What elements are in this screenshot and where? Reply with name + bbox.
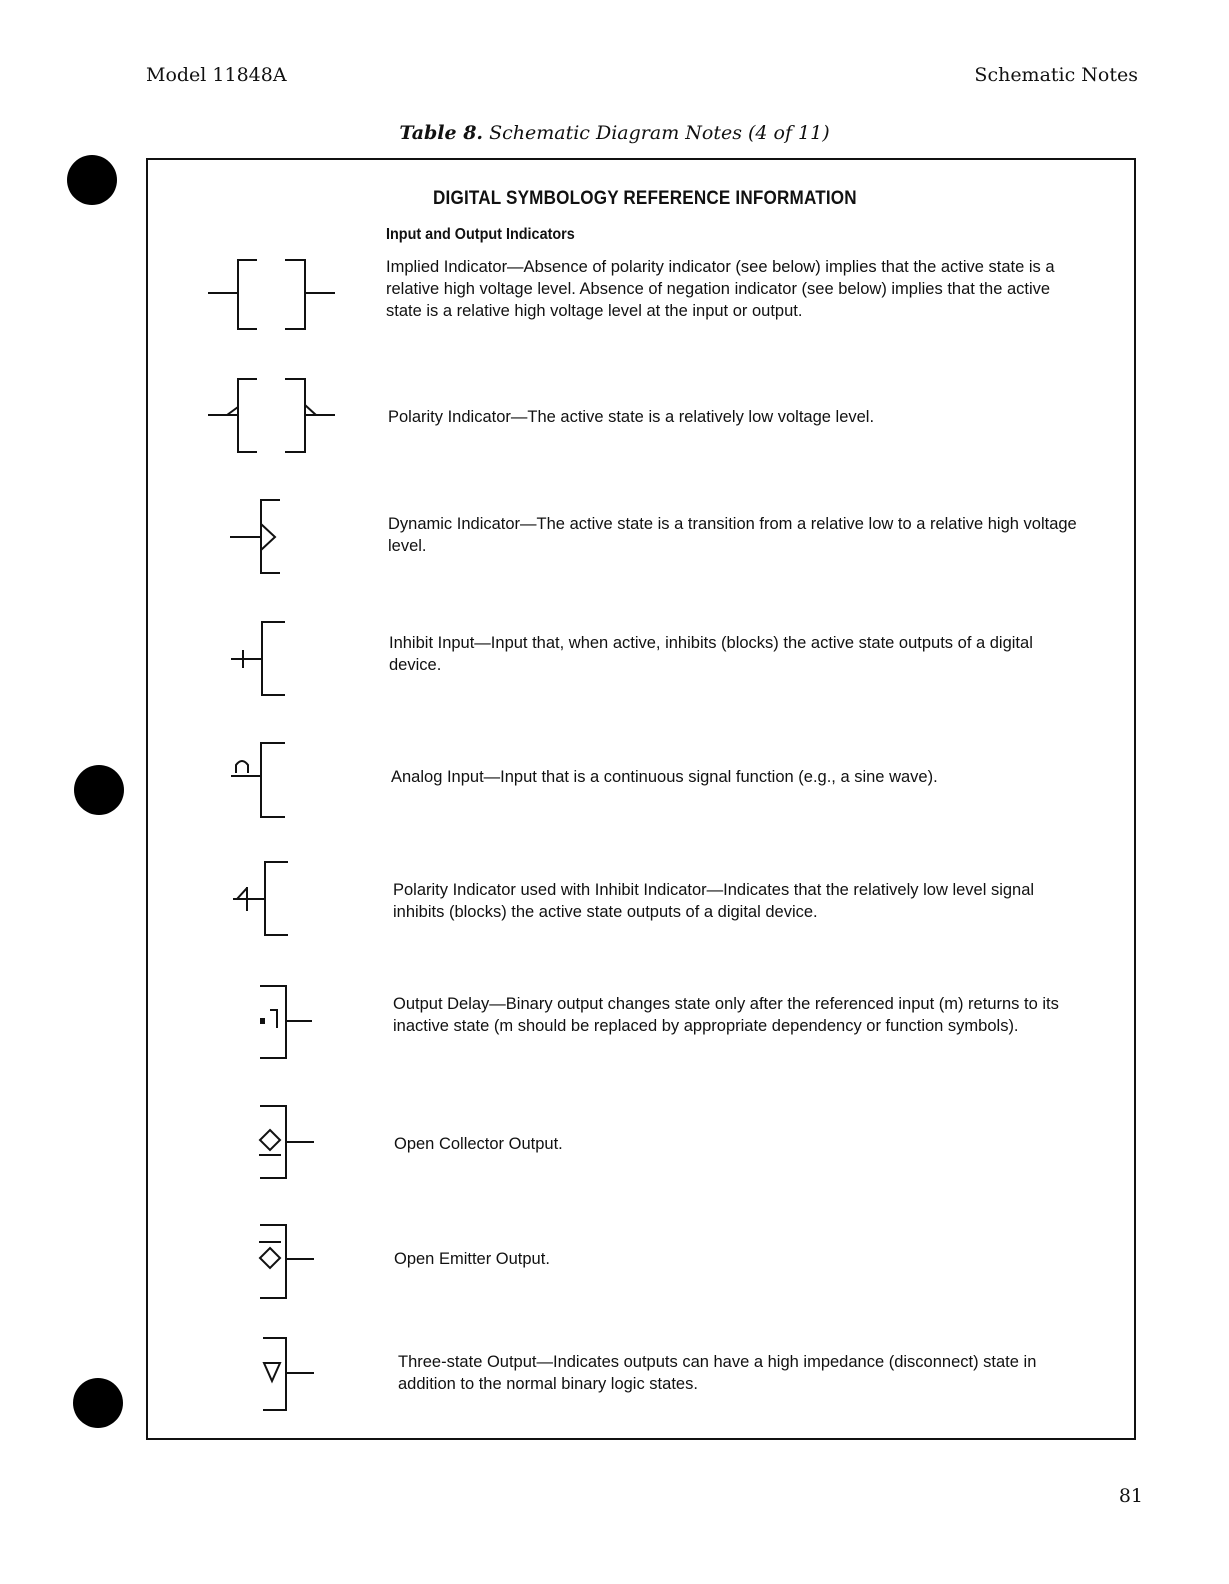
polarity-inhibit-icon bbox=[228, 857, 298, 942]
entry-implied-indicator: Implied Indicator—Absence of polarity indicator (see below) implies that the active state is a relative high voltage level. Absence of negation indicator (see below) implies that the active state is a relative high voltage level at the input or output. bbox=[386, 258, 1055, 320]
entry-polarity-inhibit: Polarity Indicator used with Inhibit Indicator—Indicates that the relatively low level signal inhibits (blocks) the active state outputs of a digital device. bbox=[393, 881, 1035, 921]
implied-indicator-icon bbox=[200, 255, 340, 335]
dynamic-indicator-icon bbox=[225, 495, 295, 580]
binder-hole bbox=[73, 1378, 123, 1428]
entry-inhibit-input: Inhibit Input—Input that, when active, inhibits (blocks) the active state outputs of a digital device. bbox=[389, 634, 1033, 674]
output-delay-icon bbox=[250, 980, 320, 1065]
binder-hole bbox=[67, 155, 117, 205]
table-caption bbox=[0, 122, 1229, 144]
three-state-output-icon bbox=[250, 1333, 320, 1418]
entry-polarity-indicator: Polarity Indicator—The active state is a relatively low voltage level. bbox=[388, 408, 875, 426]
table-caption-text: Schematic Diagram Notes (4 of 11) bbox=[489, 122, 830, 144]
section-title: DIGITAL SYMBOLOGY REFERENCE INFORMATION bbox=[433, 188, 857, 209]
inhibit-input-icon bbox=[225, 617, 295, 702]
table-caption-label: Table 8. bbox=[399, 122, 484, 144]
page-number: 81 bbox=[1118, 1485, 1143, 1507]
open-emitter-icon bbox=[250, 1220, 320, 1305]
model-label: Model 11848A bbox=[146, 64, 287, 86]
entry-analog-input: Analog Input—Input that is a continuous signal function (e.g., a sine wave). bbox=[391, 768, 938, 786]
polarity-indicator-icon bbox=[200, 372, 340, 457]
open-collector-icon bbox=[250, 1100, 320, 1185]
section-subtitle: Input and Output Indicators bbox=[386, 226, 575, 243]
binder-hole bbox=[74, 765, 124, 815]
section-label: Schematic Notes bbox=[974, 64, 1138, 86]
analog-input-icon bbox=[225, 737, 295, 822]
entry-output-delay: Output Delay—Binary output changes state only after the referenced input (m) returns to its inactive state (m should be replaced by appropriate dependency or function symbols). bbox=[393, 995, 1059, 1035]
entry-open-collector: Open Collector Output. bbox=[394, 1135, 563, 1153]
entry-three-state: Three-state Output—Indicates outputs can have a high impedance (disconnect) state in addition to the normal binary logic states. bbox=[398, 1353, 1037, 1393]
entry-open-emitter: Open Emitter Output. bbox=[394, 1250, 550, 1268]
entry-dynamic-indicator: Dynamic Indicator—The active state is a transition from a relative low to a relative high voltage level. bbox=[388, 515, 1077, 555]
